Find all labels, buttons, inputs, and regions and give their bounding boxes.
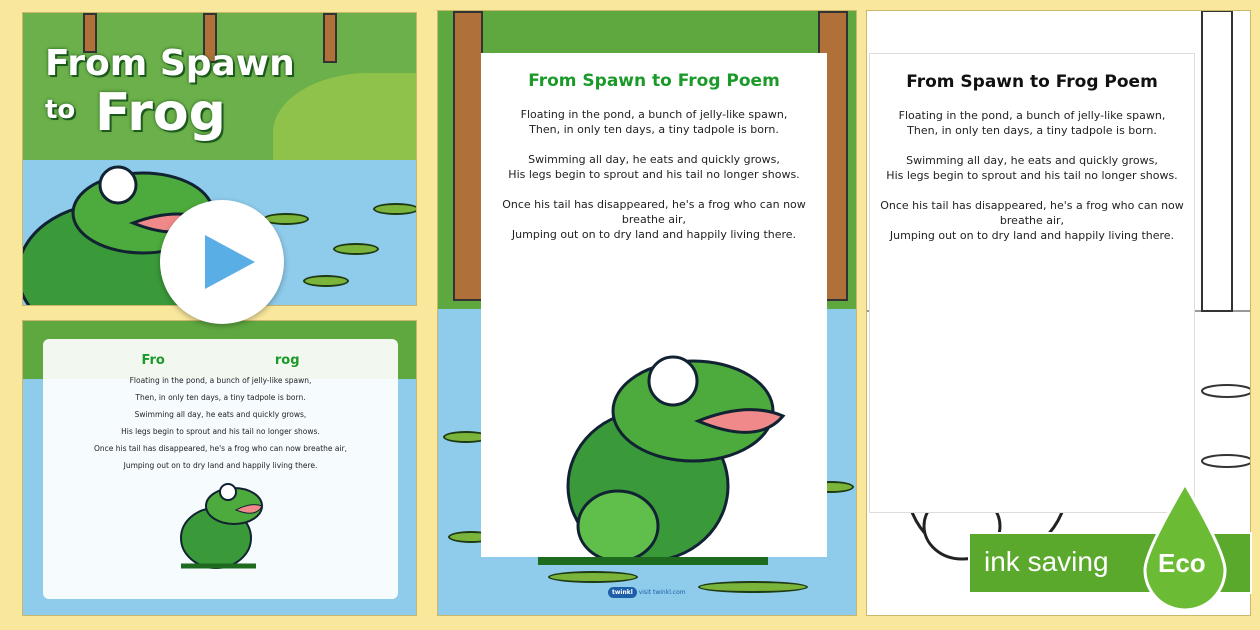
poem-card-outline [869, 53, 1195, 513]
frog-illustration-small [166, 478, 276, 573]
twinkl-logo: twinkl [608, 587, 637, 598]
cover-title-frog: Frog [95, 83, 226, 143]
eco-label: Eco [1158, 548, 1206, 578]
poem-card-small [43, 339, 398, 599]
ink-saving-label: ink saving [984, 546, 1109, 577]
eco-drop-icon [1140, 482, 1230, 612]
cover-title-to: to [45, 95, 76, 125]
play-button[interactable] [160, 200, 284, 324]
poem-page-colour [437, 10, 857, 616]
frog-illustration-large [528, 346, 798, 576]
poem-title-outline: From Spawn to Frog Poem [906, 72, 1158, 92]
poem-title-small: Fro rog [141, 353, 300, 368]
poem-slide-preview [22, 320, 417, 616]
twinkl-footer: twinkl visit twinkl.com [608, 589, 686, 596]
poem-stanzas-outline: Floating in the pond, a bunch of jelly-like spawn, Then, in only ten days, a tiny tadpole is born. Swimming all day, he eats and quickly grows, His legs begin to sprout and his tail no longer shows. Once his tail has disappeared, he's a frog who can now breathe air, Jumping out on to dry land and happily living there. [880, 109, 1184, 242]
poem-lines-small: Floating in the pond, a bunch of jelly-like spawn, Then, in only ten days, a tiny tadpole is born. Swimming all day, he eats and quickly grows, His legs begin to sprout and his tail no longer shows. Once his tail has disappeared, he's a frog who can now breathe air, Jumping out on to dry land and happily living there. [93, 376, 348, 470]
play-icon [160, 200, 284, 324]
cover-title: From Spawn [45, 43, 295, 84]
poem-stanzas: Floating in the pond, a bunch of jelly-like spawn, Then, in only ten days, a tiny tadpole is born. Swimming all day, he eats and quickly grows, His legs begin to sprout and his tail no longer shows. Once his tail has disappeared, he's a frog who can now breathe air, Jumping out on to dry land and happily living there. [502, 108, 806, 241]
poem-title: From Spawn to Frog Poem [528, 71, 780, 91]
